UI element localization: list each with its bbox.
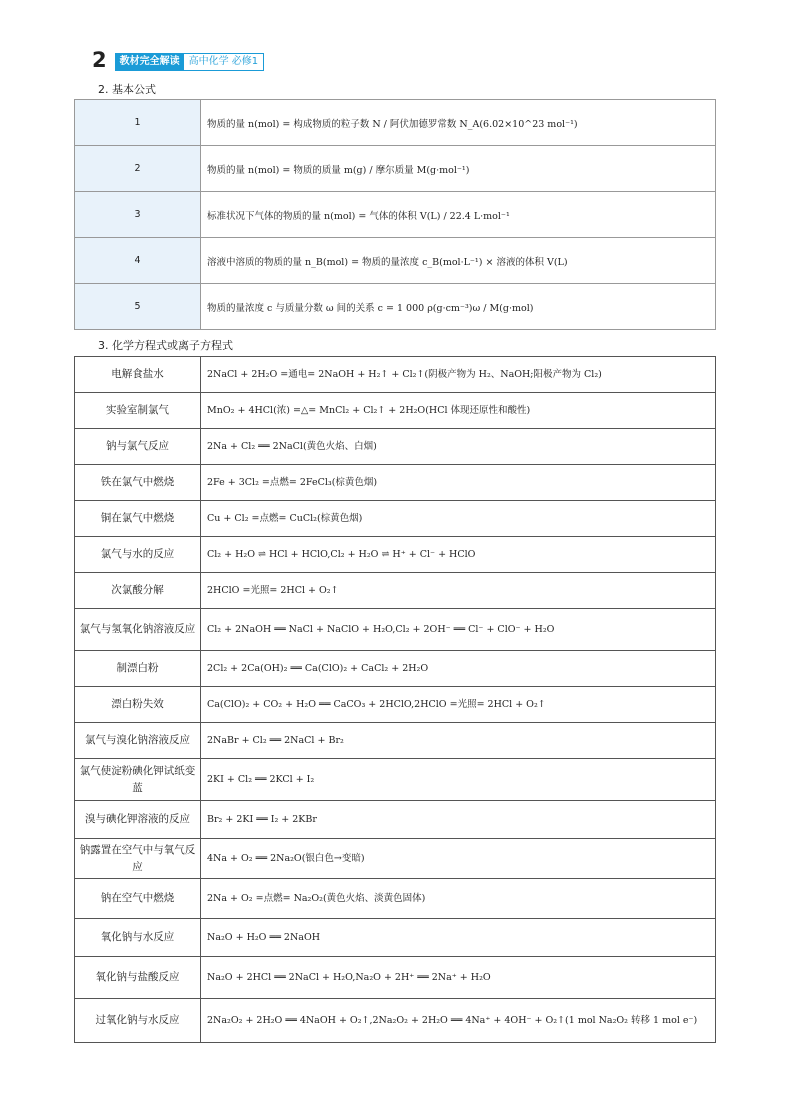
equation-cell: 4Na + O₂ ══ 2Na₂O(银白色→变暗) xyxy=(201,839,716,879)
reaction-name: 过氧化钠与水反应 xyxy=(75,999,201,1043)
reaction-name: 氯气使淀粉碘化钾试纸变蓝 xyxy=(75,759,201,801)
reaction-name: 氧化钠与盐酸反应 xyxy=(75,957,201,999)
table-row xyxy=(75,957,716,999)
equation-cell: Cu + Cl₂ =点燃= CuCl₂(棕黄色烟) xyxy=(201,501,716,537)
reaction-name: 铁在氯气中燃烧 xyxy=(75,465,201,501)
table-row xyxy=(75,192,716,238)
table-row xyxy=(75,879,716,919)
reaction-name: 实验室制氯气 xyxy=(75,393,201,429)
table-row xyxy=(75,723,716,759)
equation-cell: Br₂ + 2KI ══ I₂ + 2KBr xyxy=(201,801,716,839)
table-row xyxy=(75,839,716,879)
section-title-equations: 3. 化学方程式或离子方程式 xyxy=(98,339,233,352)
equation-cell: 2Cl₂ + 2Ca(OH)₂ ══ Ca(ClO)₂ + CaCl₂ + 2H₂O xyxy=(201,651,716,687)
table-row xyxy=(75,651,716,687)
reaction-name: 钠与氯气反应 xyxy=(75,429,201,465)
formula-cell: 溶液中溶质的物质的量 n_B(mol) = 物质的量浓度 c_B(mol·L⁻¹) × 溶液的体积 V(L) xyxy=(201,238,716,284)
reaction-name: 钠露置在空气中与氧气反应 xyxy=(75,839,201,879)
table-row xyxy=(75,609,716,651)
equation-cell: Cl₂ + H₂O ⇌ HCl + HClO,Cl₂ + H₂O ⇌ H⁺ + Cl⁻ + HClO xyxy=(201,537,716,573)
row-index: 1 xyxy=(75,100,201,146)
table-row xyxy=(75,393,716,429)
page-number: 2 xyxy=(92,48,107,72)
equation-cell: 2Na + O₂ =点燃= Na₂O₂(黄色火焰、淡黄色固体) xyxy=(201,879,716,919)
equation-cell: Cl₂ + 2NaOH ══ NaCl + NaClO + H₂O,Cl₂ + 2OH⁻ ══ Cl⁻ + ClO⁻ + H₂O xyxy=(201,609,716,651)
equation-cell: Na₂O + 2HCl ══ 2NaCl + H₂O,Na₂O + 2H⁺ ══ 2Na⁺ + H₂O xyxy=(201,957,716,999)
table-row xyxy=(75,801,716,839)
equation-cell: 2NaBr + Cl₂ ══ 2NaCl + Br₂ xyxy=(201,723,716,759)
table-row xyxy=(75,999,716,1043)
formula-cell: 物质的量 n(mol) = 物质的质量 m(g) / 摩尔质量 M(g·mol⁻¹) xyxy=(201,146,716,192)
equation-cell: Ca(ClO)₂ + CO₂ + H₂O ══ CaCO₃ + 2HClO,2HClO =光照= 2HCl + O₂↑ xyxy=(201,687,716,723)
table-row xyxy=(75,465,716,501)
reaction-name: 铜在氯气中燃烧 xyxy=(75,501,201,537)
row-index: 3 xyxy=(75,192,201,238)
reaction-name: 氯气与氢氧化钠溶液反应 xyxy=(75,609,201,651)
table-row xyxy=(75,759,716,801)
reaction-name: 溴与碘化钾溶液的反应 xyxy=(75,801,201,839)
table-row xyxy=(75,357,716,393)
equation-cell: Na₂O + H₂O ══ 2NaOH xyxy=(201,919,716,957)
table-row xyxy=(75,146,716,192)
equation-cell: MnO₂ + 4HCl(浓) =△= MnCl₂ + Cl₂↑ + 2H₂O(HCl 体现还原性和酸性) xyxy=(201,393,716,429)
reaction-name: 电解食盐水 xyxy=(75,357,201,393)
book-subtitle: 高中化学 必修1 xyxy=(188,55,259,67)
reaction-name: 漂白粉失效 xyxy=(75,687,201,723)
table-row xyxy=(75,429,716,465)
table-row xyxy=(75,687,716,723)
formula-cell: 物质的量浓度 c 与质量分数 ω 间的关系 c = 1 000 ρ(g·cm⁻³)ω / M(g·mol) xyxy=(201,284,716,330)
reaction-name: 氯气与溴化钠溶液反应 xyxy=(75,723,201,759)
equation-cell: 2Na + Cl₂ ══ 2NaCl(黄色火焰、白烟) xyxy=(201,429,716,465)
table-row xyxy=(75,100,716,146)
table-row xyxy=(75,537,716,573)
reaction-name: 钠在空气中燃烧 xyxy=(75,879,201,919)
row-index: 4 xyxy=(75,238,201,284)
table-row xyxy=(75,284,716,330)
equation-cell: 2KI + Cl₂ ══ 2KCl + I₂ xyxy=(201,759,716,801)
table-row xyxy=(75,501,716,537)
equation-cell: 2HClO =光照= 2HCl + O₂↑ xyxy=(201,573,716,609)
table-row xyxy=(75,573,716,609)
formula-cell: 标准状况下气体的物质的量 n(mol) = 气体的体积 V(L) / 22.4 L·mol⁻¹ xyxy=(201,192,716,238)
equation-cell: 2Na₂O₂ + 2H₂O ══ 4NaOH + O₂↑,2Na₂O₂ + 2H₂O ══ 4Na⁺ + 4OH⁻ + O₂↑(1 mol Na₂O₂ 转移 1 mol e⁻) xyxy=(201,999,716,1043)
equation-table xyxy=(74,356,716,1043)
row-index: 5 xyxy=(75,284,201,330)
row-index: 2 xyxy=(75,146,201,192)
reaction-name: 制漂白粉 xyxy=(75,651,201,687)
equation-cell: 2Fe + 3Cl₂ =点燃= 2FeCl₃(棕黄色烟) xyxy=(201,465,716,501)
formula-table xyxy=(74,99,716,330)
reaction-name: 次氯酸分解 xyxy=(75,573,201,609)
reaction-name: 氯气与水的反应 xyxy=(75,537,201,573)
book-title: 教材完全解读 xyxy=(116,54,184,70)
equation-cell: 2NaCl + 2H₂O =通电= 2NaOH + H₂↑ + Cl₂↑(阴极产物为 H₂、NaOH;阳极产物为 Cl₂) xyxy=(201,357,716,393)
table-row xyxy=(75,238,716,284)
page-header xyxy=(92,48,264,72)
reaction-name: 氧化钠与水反应 xyxy=(75,919,201,957)
section-title-formulas: 2. 基本公式 xyxy=(98,83,156,96)
table-row xyxy=(75,919,716,957)
formula-cell: 物质的量 n(mol) = 构成物质的粒子数 N / 阿伏加德罗常数 N_A(6.02×10^23 mol⁻¹) xyxy=(201,100,716,146)
book-label xyxy=(115,53,265,71)
